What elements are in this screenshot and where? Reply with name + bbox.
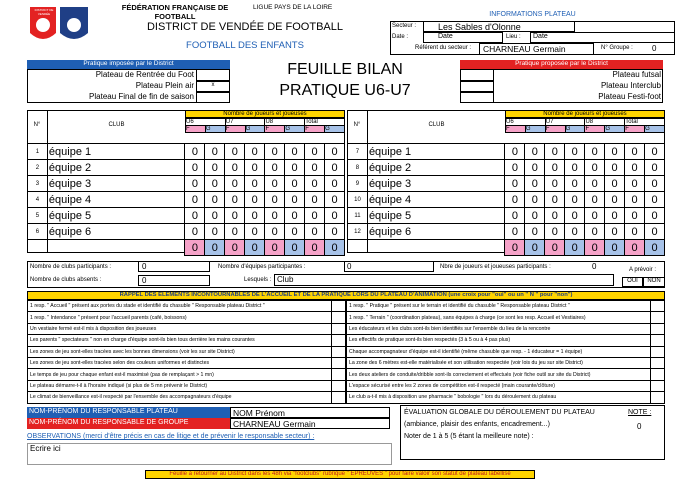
team-name[interactable]: équipe 3 — [47, 176, 185, 192]
proposed-item-check[interactable] — [460, 92, 494, 103]
proposed-item-label: Plateau futsal — [612, 70, 661, 79]
referent-label: Référent du secteur : — [415, 45, 472, 51]
teams-field[interactable]: 0 — [344, 261, 434, 272]
total-count: 0 — [565, 240, 585, 256]
player-count[interactable]: 0 — [585, 160, 605, 176]
date-label: Date : — [392, 34, 409, 40]
reminder-text: Le climat de bienveillance est-il respecté par l'ensemble des accompagnateurs d'équipe — [28, 392, 332, 403]
reminder-text: Un vestiaire fermé est-il mis à disposition des joueuses — [28, 323, 332, 334]
team-name[interactable]: équipe 2 — [367, 160, 505, 176]
referent-field[interactable]: CHARNEAU Germain — [479, 43, 594, 55]
player-count[interactable]: 0 — [505, 144, 525, 160]
player-count[interactable]: 0 — [265, 208, 285, 224]
logo-text: DISTRICT DE VENDÉE — [34, 8, 54, 16]
player-count[interactable]: 0 — [565, 160, 585, 176]
sheet-title-line2: PRATIQUE U6-U7 — [279, 82, 411, 99]
player-count[interactable]: 0 — [265, 160, 285, 176]
reminder-row — [28, 380, 346, 391]
players-header: Nombre de joueurs et joueuses — [505, 110, 665, 118]
imposed-item-check[interactable] — [196, 92, 230, 103]
reminder-row — [347, 369, 665, 380]
proposed-item-check[interactable] — [460, 69, 494, 81]
g-header: G — [205, 126, 225, 133]
reminder-checkbox[interactable] — [651, 369, 665, 380]
reminder-text: Le plateau démarre-t-il à l'horaire indiqué (si plus de 5 mn prévenir le District) — [28, 380, 332, 391]
player-count[interactable]: 0 — [305, 176, 325, 192]
total-count: 0 — [225, 240, 245, 256]
reminder-text: 1 resp. " Terrain " (coordination plateau), sans équipes à charge (ce sont les resp. Accueil et Vestiaires) — [347, 312, 651, 323]
g-header: G — [325, 126, 345, 133]
player-count[interactable]: 0 — [525, 144, 545, 160]
player-count[interactable]: 0 — [325, 224, 345, 240]
f-header: F — [545, 126, 565, 133]
reminder-row — [347, 301, 665, 312]
player-count[interactable]: 0 — [225, 208, 245, 224]
sheet-title-line1: FEUILLE BILAN — [287, 61, 403, 78]
player-count[interactable]: 0 — [605, 160, 625, 176]
cat-label: U8 — [265, 119, 305, 126]
reminder-row — [28, 392, 346, 403]
team-number: 1 — [28, 144, 48, 160]
player-count[interactable]: 0 — [325, 208, 345, 224]
imposed-item-label: Plateau de Rentrée du Foot — [95, 70, 194, 79]
player-count[interactable]: 0 — [265, 224, 285, 240]
player-count[interactable]: 0 — [585, 224, 605, 240]
player-count[interactable]: 0 — [185, 208, 205, 224]
reminder-row — [347, 346, 665, 357]
reminder-checkbox[interactable] — [332, 392, 346, 403]
imposed-title: Pratique imposée par le District — [27, 60, 230, 69]
team-name[interactable]: équipe 4 — [47, 192, 185, 208]
groupe-label: N° Groupe : — [601, 45, 633, 51]
reminder-text: L'espace sécurisé entre les 2 zones de compétition est-il respecté (main courante/clôture) — [347, 380, 651, 391]
imposed-item-label: Plateau Plein air — [135, 81, 194, 90]
reminder-checkbox[interactable] — [332, 323, 346, 334]
lesquels-label: Lesquels : — [244, 277, 272, 283]
reminder-text: 1 resp. " Intendance " présent pour l'accueil parents (café, boissons) — [28, 312, 332, 323]
resp-plateau-field[interactable]: NOM Prénom — [230, 407, 390, 418]
player-count[interactable]: 0 — [325, 160, 345, 176]
reminder-text: 1 resp. " Accueil " présent aux portes du stade et identifié du chasuble " Responsable plateau District " — [28, 301, 332, 312]
player-count[interactable]: 0 — [225, 176, 245, 192]
reminder-checkbox[interactable] — [332, 380, 346, 391]
total-count: 0 — [285, 240, 305, 256]
reminder-text: Les éducateurs et les clubs sont-ils bien identifiés sur l'ensemble du lieu de la rencontre — [347, 323, 651, 334]
team-row — [28, 160, 345, 176]
team-name[interactable]: équipe 5 — [367, 208, 505, 224]
cat-label: U6 — [506, 119, 546, 126]
player-count[interactable]: 0 — [245, 224, 265, 240]
player-count[interactable]: 0 — [285, 176, 305, 192]
player-count[interactable]: 0 — [545, 144, 565, 160]
reminder-row — [28, 346, 346, 357]
reminder-row — [347, 335, 665, 346]
reminder-row — [347, 392, 665, 403]
team-name[interactable]: équipe 1 — [47, 144, 185, 160]
absent-field[interactable]: 0 — [138, 275, 210, 286]
reminder-checkbox[interactable] — [651, 380, 665, 391]
player-count[interactable]: 0 — [265, 176, 285, 192]
footer-note: Feuille à retourner au District dans les 48h via "footclubs" rubrique " ÉPREUVES " pour faire valoir son statut de plateau labellisé — [145, 470, 535, 479]
player-count[interactable]: 0 — [285, 160, 305, 176]
player-count[interactable]: 0 — [325, 144, 345, 160]
player-count[interactable]: 0 — [525, 160, 545, 176]
reminder-row — [347, 323, 665, 334]
club-header: CLUB — [108, 122, 125, 128]
team-number: 3 — [28, 176, 48, 192]
team-number: 11 — [348, 208, 368, 224]
player-count[interactable]: 0 — [205, 176, 225, 192]
team-row — [28, 176, 345, 192]
player-count[interactable]: 0 — [525, 208, 545, 224]
cat-label: Total — [305, 119, 345, 126]
reminder-checkbox[interactable] — [332, 335, 346, 346]
player-count[interactable]: 0 — [565, 144, 585, 160]
reminders-title: RAPPEL DES ÉLÉMENTS INCONTOURNABLES DE L'ACCUEIL ET DE LA PRATIQUE LORS DU PLATEAU D'ANIMATION (une croix pour "oui" ou un " N " pour "non") — [27, 291, 665, 300]
groupe-value[interactable]: 0 — [652, 44, 657, 53]
team-row — [28, 144, 345, 160]
club-header: CLUB — [428, 122, 445, 128]
g-header: G — [245, 126, 265, 133]
player-count[interactable]: 0 — [585, 144, 605, 160]
player-count[interactable]: 0 — [305, 192, 325, 208]
reminder-text: Les zones de jeu sont-elles tracées selon des couleurs uniformes et distinctes — [28, 357, 332, 368]
team-name[interactable]: équipe 3 — [367, 176, 505, 192]
player-count[interactable]: 0 — [545, 224, 565, 240]
reminder-row — [28, 357, 346, 368]
reminder-text: 1 resp. " Pratique " présent sur le terrain et identifié du chasuble " Responsable plateau District " — [347, 301, 651, 312]
reminder-row — [347, 357, 665, 368]
reminder-row — [347, 312, 665, 323]
player-count[interactable]: 0 — [545, 208, 565, 224]
player-count[interactable]: 0 — [185, 160, 205, 176]
player-count[interactable]: 0 — [185, 176, 205, 192]
team-name[interactable]: équipe 5 — [47, 208, 185, 224]
player-count[interactable]: 0 — [225, 192, 245, 208]
player-count[interactable]: 0 — [505, 224, 525, 240]
player-count[interactable]: 0 — [645, 192, 665, 208]
player-count[interactable]: 0 — [605, 208, 625, 224]
player-count[interactable]: 0 — [545, 192, 565, 208]
proposed-item-label: Plateau Festi-foot — [598, 92, 661, 101]
team-row — [348, 144, 665, 160]
player-count[interactable]: 0 — [625, 208, 645, 224]
total-count: 0 — [525, 240, 545, 256]
f-header: F — [625, 126, 645, 133]
reminder-text: Le club a-t-il mis à disposition une pharmacie " bobologie " lors du déroulement du plateau — [347, 392, 651, 403]
no-header: N° — [33, 122, 41, 128]
player-count[interactable]: 0 — [565, 192, 585, 208]
cat-label: Total — [625, 119, 665, 126]
oui-option[interactable]: OUI — [622, 277, 643, 287]
player-count[interactable]: 0 — [245, 144, 265, 160]
players-label: Nbre de joueurs et joueuses participants : — [440, 264, 551, 270]
league-title: LIGUE PAYS DE LA LOIRE — [253, 4, 333, 11]
player-count[interactable]: 0 — [305, 208, 325, 224]
total-count: 0 — [645, 240, 665, 256]
resp-groupe-label: NOM-PRÉNOM DU RESPONSABLE DE GROUPE — [27, 418, 230, 429]
district-logo — [28, 5, 90, 49]
players-header: Nombre de joueurs et joueuses — [185, 110, 345, 118]
resp-groupe-field[interactable]: CHARNEAU Germain — [230, 418, 390, 429]
f-header: F — [506, 126, 526, 133]
total-count: 0 — [245, 240, 265, 256]
team-row — [348, 208, 665, 224]
team-row — [348, 224, 665, 240]
total-count: 0 — [585, 240, 605, 256]
info-title: INFORMATIONS PLATEAU — [489, 11, 576, 18]
note-value[interactable]: 0 — [637, 422, 642, 431]
player-count[interactable]: 0 — [205, 208, 225, 224]
team-name[interactable]: équipe 1 — [367, 144, 505, 160]
player-count[interactable]: 0 — [225, 224, 245, 240]
cat-label: U8 — [585, 119, 625, 126]
team-name[interactable]: équipe 4 — [367, 192, 505, 208]
header-subtitle: FOOTBALL DES ENFANTS — [186, 40, 304, 51]
player-count[interactable]: 0 — [505, 160, 525, 176]
g-header: G — [645, 126, 665, 133]
team-name[interactable]: équipe 6 — [47, 224, 185, 240]
reminder-row — [28, 323, 346, 334]
reminder-checkbox[interactable] — [651, 301, 665, 312]
total-count: 0 — [625, 240, 645, 256]
reminder-row — [28, 369, 346, 380]
player-count[interactable]: 0 — [285, 144, 305, 160]
lieu-field[interactable]: Date — [530, 32, 675, 43]
total-count: 0 — [545, 240, 565, 256]
player-count[interactable]: 0 — [645, 160, 665, 176]
reminder-checkbox[interactable] — [651, 312, 665, 323]
player-count[interactable]: 0 — [205, 192, 225, 208]
reminder-checkbox[interactable] — [651, 392, 665, 403]
player-count[interactable]: 0 — [505, 176, 525, 192]
reminder-text: Les deux ateliers de conduite/dribble sont-ils correctement et effectués (voir fiche outil sur site du District) — [347, 369, 651, 380]
reminder-checkbox[interactable] — [332, 301, 346, 312]
eval-line3: Noter de 1 à 5 (5 étant la meilleure note) : — [404, 433, 534, 440]
clubs-field[interactable]: 0 — [138, 261, 210, 272]
total-count: 0 — [265, 240, 285, 256]
team-number: 2 — [28, 160, 48, 176]
proposed-item-label: Plateau Interclub — [600, 81, 661, 90]
player-count[interactable]: 0 — [645, 176, 665, 192]
team-name[interactable]: équipe 2 — [47, 160, 185, 176]
player-count[interactable]: 0 — [545, 176, 565, 192]
resp-plateau-label: NOM-PRÉNOM DU RESPONSABLE PLATEAU — [27, 407, 230, 418]
player-count[interactable]: 0 — [585, 208, 605, 224]
observations-label: OBSERVATIONS (merci d'être précis en cas de litige et de prévenir le responsable secteur) : — [27, 433, 315, 440]
team-row — [28, 208, 345, 224]
player-count[interactable]: 0 — [205, 144, 225, 160]
player-count[interactable]: 0 — [245, 160, 265, 176]
reminder-text: La zone des 6 mètres est-elle matérialisée et son utilisation respectée (voir lois du jeu sur site District) — [347, 357, 651, 368]
player-count[interactable]: 0 — [605, 224, 625, 240]
no-header: N° — [353, 122, 361, 128]
g-header: G — [285, 126, 305, 133]
team-number: 12 — [348, 224, 368, 240]
reminder-checkbox[interactable] — [651, 357, 665, 368]
reminders-right — [346, 300, 665, 404]
team-number: 6 — [28, 224, 48, 240]
player-count[interactable]: 0 — [585, 176, 605, 192]
clubs-label: Nombre de clubs participants : — [30, 264, 112, 270]
player-count[interactable]: 0 — [565, 208, 585, 224]
prevoir-label: A prévoir : — [628, 267, 656, 273]
player-count[interactable]: 0 — [205, 224, 225, 240]
reminders-left — [27, 300, 346, 404]
player-count[interactable]: 0 — [565, 224, 585, 240]
f-header: F — [186, 126, 206, 133]
team-row — [28, 192, 345, 208]
player-count[interactable]: 0 — [545, 160, 565, 176]
federation-title: FÉDÉRATION FRANÇAISE DE FOOTBALL — [121, 3, 229, 21]
player-count[interactable]: 0 — [185, 224, 205, 240]
team-number: 10 — [348, 192, 368, 208]
player-count[interactable]: 0 — [245, 208, 265, 224]
player-count[interactable]: 0 — [505, 192, 525, 208]
lesquels-field[interactable]: Club — [274, 274, 614, 286]
player-count[interactable]: 0 — [625, 176, 645, 192]
total-count: 0 — [185, 240, 205, 256]
cat-label: U7 — [225, 119, 265, 126]
reminder-checkbox[interactable] — [651, 335, 665, 346]
cat-label: U6 — [186, 119, 226, 126]
player-count[interactable]: 0 — [245, 192, 265, 208]
player-count[interactable]: 0 — [625, 144, 645, 160]
player-count[interactable]: 0 — [605, 144, 625, 160]
player-count[interactable]: 0 — [565, 176, 585, 192]
reminder-text: Le temps de jeu pour chaque enfant est-il maximisé (pas de remplaçant > 1 mn) — [28, 369, 332, 380]
reminder-text: Chaque accompagnateur d'équipe est-il identifié (même chasuble que resp. - 1 éducateur = 1 équipe) — [347, 346, 651, 357]
player-count[interactable]: 0 — [285, 192, 305, 208]
imposed-item-label: Plateau Final de fin de saison — [89, 92, 194, 101]
reminder-checkbox[interactable] — [332, 346, 346, 357]
date-field[interactable]: Date — [423, 32, 503, 43]
reminder-checkbox[interactable] — [332, 369, 346, 380]
proposed-title: Pratique proposée par le District — [460, 60, 663, 69]
player-count[interactable]: 0 — [305, 224, 325, 240]
observations-field[interactable]: Ecrire ici — [27, 443, 392, 465]
secteur-field[interactable]: Les Sables d'Olonne — [423, 21, 575, 32]
cat-label: U7 — [545, 119, 585, 126]
reminder-row — [28, 301, 346, 312]
imposed-item-check[interactable] — [196, 69, 230, 81]
team-number: 4 — [28, 192, 48, 208]
f-header: F — [585, 126, 605, 133]
right-team-table — [347, 143, 665, 256]
total-count: 0 — [325, 240, 345, 256]
player-count[interactable]: 0 — [285, 224, 305, 240]
player-count[interactable]: 0 — [225, 160, 245, 176]
reminder-checkbox[interactable] — [651, 346, 665, 357]
reminder-text: Les parents " spectateurs " non en charge d'équipe sont-ils bien tous derrière les mains courantes — [28, 335, 332, 346]
player-count[interactable]: 0 — [305, 144, 325, 160]
player-count[interactable]: 0 — [245, 176, 265, 192]
player-count[interactable]: 0 — [625, 160, 645, 176]
player-count[interactable]: 0 — [205, 160, 225, 176]
non-option[interactable]: NON — [643, 277, 665, 287]
player-count[interactable]: 0 — [265, 192, 285, 208]
left-team-table — [27, 143, 345, 256]
team-number: 8 — [348, 160, 368, 176]
player-count[interactable]: 0 — [645, 224, 665, 240]
player-count[interactable]: 0 — [525, 224, 545, 240]
absent-label: Nombre de clubs absents : — [30, 277, 102, 283]
eval-line2: (ambiance, plaisir des enfants, encadrement...) — [404, 421, 550, 428]
player-count[interactable]: 0 — [325, 176, 345, 192]
lieu-label: Lieu : — [506, 34, 521, 40]
player-count[interactable]: 0 — [605, 192, 625, 208]
player-count[interactable]: 0 — [585, 192, 605, 208]
total-count: 0 — [305, 240, 325, 256]
reminder-row — [347, 380, 665, 391]
g-header: G — [565, 126, 585, 133]
player-count[interactable]: 0 — [505, 208, 525, 224]
player-count[interactable]: 0 — [525, 192, 545, 208]
player-count[interactable]: 0 — [645, 208, 665, 224]
secteur-label: Secteur : — [392, 23, 417, 29]
reminder-checkbox[interactable] — [332, 312, 346, 323]
player-count[interactable]: 0 — [325, 192, 345, 208]
player-count[interactable]: 0 — [185, 144, 205, 160]
reminder-checkbox[interactable] — [332, 357, 346, 368]
player-count[interactable]: 0 — [645, 144, 665, 160]
f-header: F — [305, 126, 325, 133]
total-count: 0 — [605, 240, 625, 256]
totals-row — [28, 240, 345, 256]
player-count[interactable]: 0 — [525, 176, 545, 192]
proposed-item-check[interactable] — [460, 81, 494, 92]
reminder-checkbox[interactable] — [651, 323, 665, 334]
player-count[interactable]: 0 — [285, 208, 305, 224]
total-count: 0 — [505, 240, 525, 256]
note-label: NOTE : — [628, 409, 652, 416]
reminder-row — [28, 335, 346, 346]
reminder-text: Les zones de jeu sont-elles tracées avec les bonnes dimensions (voir les sur site District) — [28, 346, 332, 357]
player-count[interactable]: 0 — [625, 224, 645, 240]
teams-label: Nombre d'équipes participantes : — [218, 264, 306, 270]
players-value[interactable]: 0 — [592, 262, 597, 271]
team-row — [348, 176, 665, 192]
district-title: DISTRICT DE VENDÉE DE FOOTBALL — [146, 21, 343, 33]
total-count: 0 — [205, 240, 225, 256]
eval-title: ÉVALUATION GLOBALE DU DÉROULEMENT DU PLATEAU — [404, 409, 595, 416]
team-row — [348, 160, 665, 176]
left-cat-header — [185, 118, 345, 133]
reminder-row — [28, 312, 346, 323]
f-header: F — [225, 126, 245, 133]
imposed-item-check[interactable]: x — [196, 81, 230, 92]
team-row — [348, 192, 665, 208]
player-count[interactable]: 0 — [265, 144, 285, 160]
right-cat-header — [505, 118, 665, 133]
g-header: G — [525, 126, 545, 133]
team-row — [28, 224, 345, 240]
team-name[interactable]: équipe 6 — [367, 224, 505, 240]
team-number: 7 — [348, 144, 368, 160]
team-number: 5 — [28, 208, 48, 224]
player-count[interactable]: 0 — [225, 144, 245, 160]
player-count[interactable]: 0 — [185, 192, 205, 208]
player-count[interactable]: 0 — [305, 160, 325, 176]
team-number: 9 — [348, 176, 368, 192]
reminder-text: Les effectifs de pratique sont-ils bien respectés (3 à 5 ou à 4 pas plus) — [347, 335, 651, 346]
player-count[interactable]: 0 — [605, 176, 625, 192]
f-header: F — [265, 126, 285, 133]
player-count[interactable]: 0 — [625, 192, 645, 208]
totals-row — [348, 240, 665, 256]
g-header: G — [605, 126, 625, 133]
